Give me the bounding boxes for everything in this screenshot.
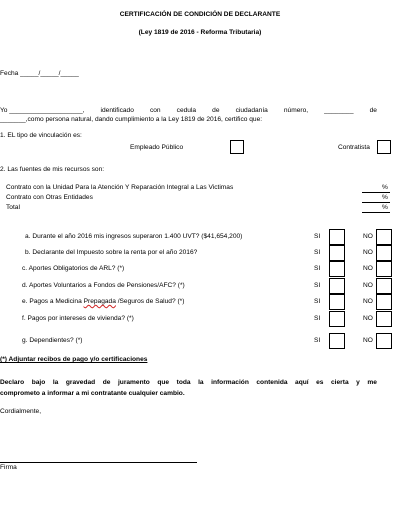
question-text: b. Declarante del Impuesto sobre la renta por el año 2016?	[25, 249, 198, 256]
date-field[interactable]: Fecha _____/_____/_____	[0, 70, 79, 77]
id-word: de	[212, 107, 220, 114]
option-public-checkbox[interactable]	[230, 140, 244, 154]
si-label: SI	[314, 337, 321, 344]
question-text: g. Dependientes? (*)	[22, 337, 83, 344]
percent-unit: %	[382, 204, 388, 211]
id-word[interactable]: Yo ____________________,	[0, 107, 85, 114]
si-checkbox[interactable]	[329, 333, 345, 349]
id-word: ciudadanía	[235, 107, 268, 114]
section2-heading: 2. Las fuentes de mis recursos son:	[0, 166, 105, 173]
declaration-word: aquí	[295, 379, 309, 386]
declaration-word: Declaro	[0, 379, 25, 386]
no-label: NO	[363, 265, 373, 272]
identification-line-1	[0, 107, 377, 114]
si-label: SI	[314, 315, 321, 322]
si-checkbox[interactable]	[329, 278, 345, 294]
si-label: SI	[314, 298, 321, 305]
si-label: SI	[314, 233, 321, 240]
si-label: SI	[314, 282, 321, 289]
declaration-word: la	[198, 379, 204, 386]
no-checkbox[interactable]	[376, 261, 392, 277]
question-text: f. Pagos por intereses de vivienda? (*)	[22, 315, 134, 322]
question-text	[22, 298, 184, 305]
no-label: NO	[363, 337, 373, 344]
no-checkbox[interactable]	[376, 245, 392, 261]
no-label: NO	[363, 315, 373, 322]
identification-line-2: _______,como persona natural, dando cumplimiento a la Ley 1819 de 2016, certifico que:	[0, 116, 263, 123]
percent-unit: %	[382, 194, 388, 201]
si-checkbox[interactable]	[329, 311, 345, 327]
question-text-part: e. Pagos a Medicina	[22, 298, 84, 305]
declaration-word: juramento	[117, 379, 150, 386]
question-text: d. Aportes Voluntarios a Fondos de Pensiones/AFC? (*)	[22, 282, 185, 289]
signature-label: Firma	[0, 464, 17, 471]
no-checkbox[interactable]	[376, 294, 392, 310]
no-label: NO	[363, 233, 373, 240]
document-subtitle: (Ley 1819 de 2016 - Reforma Tributaria)	[138, 29, 262, 36]
id-word: número,	[283, 107, 309, 114]
declaration-word: cierta	[331, 379, 349, 386]
attach-note: (*) Adjuntar recibos de pago y/o certificaciones	[0, 356, 148, 363]
source-input-line[interactable]	[362, 202, 390, 203]
declaration-word: me	[367, 379, 377, 386]
no-label: NO	[363, 282, 373, 289]
spellcheck-flagged-word: Prepagada	[83, 298, 116, 305]
declaration-word: toda	[176, 379, 191, 386]
source-input-line[interactable]	[362, 192, 390, 193]
option-contractor-checkbox[interactable]	[377, 140, 391, 154]
no-checkbox[interactable]	[376, 278, 392, 294]
source-row-label: Total	[6, 204, 20, 211]
declaration-word: la	[52, 379, 59, 386]
id-word: de	[369, 107, 377, 114]
source-row-label: Contrato con la Unidad Para la Atención Y Reparación Integral a Las Victimas	[6, 184, 234, 191]
id-word[interactable]: ________	[324, 107, 354, 114]
no-label: NO	[363, 249, 373, 256]
si-checkbox[interactable]	[329, 294, 345, 310]
declaration-word: es	[316, 379, 324, 386]
percent-unit: %	[382, 184, 388, 191]
no-checkbox[interactable]	[376, 229, 392, 245]
signature-line[interactable]	[0, 462, 197, 463]
declaration-line-1	[0, 379, 377, 386]
option-contractor-label: Contratista	[338, 144, 370, 151]
declaration-word: información	[211, 379, 249, 386]
no-checkbox[interactable]	[376, 333, 392, 349]
declaration-word: y	[356, 379, 360, 386]
si-label: SI	[314, 265, 321, 272]
option-public-label: Empleado Público	[130, 144, 184, 151]
question-text: a. Durante el año 2016 mis ingresos superaron 1.400 UVT? ($41,654,200)	[25, 233, 243, 240]
question-text-part: /Seguros de Salud? (*)	[115, 298, 185, 305]
document-title: CERTIFICACIÓN DE CONDICIÓN DE DECLARANTE	[119, 11, 281, 18]
si-checkbox[interactable]	[329, 229, 345, 245]
declaration-word: bajo	[31, 379, 46, 386]
si-checkbox[interactable]	[329, 261, 345, 277]
declaration-word: gravedad	[65, 379, 96, 386]
id-word: cedula	[176, 107, 197, 114]
declaration-word: que	[157, 379, 170, 386]
declaration-word: de	[102, 379, 111, 386]
si-label: SI	[314, 249, 321, 256]
section1-heading: 1. EL tipo de vinculación es:	[0, 132, 82, 139]
id-word: con	[149, 107, 161, 114]
source-input-line[interactable]	[362, 212, 390, 213]
no-label: NO	[363, 298, 373, 305]
id-word: identificado	[100, 107, 134, 114]
no-checkbox[interactable]	[376, 311, 392, 327]
si-checkbox[interactable]	[329, 245, 345, 261]
declaration-word: contenida	[256, 379, 288, 386]
declaration-line-2: comprometo a informar a mi contratante cualquier cambio.	[0, 390, 185, 397]
question-text: c. Aportes Obligatorios de ARL? (*)	[22, 265, 125, 272]
source-row-label: Contrato con Otras Entidades	[6, 194, 93, 201]
closing-text: Cordialmente,	[0, 408, 42, 415]
